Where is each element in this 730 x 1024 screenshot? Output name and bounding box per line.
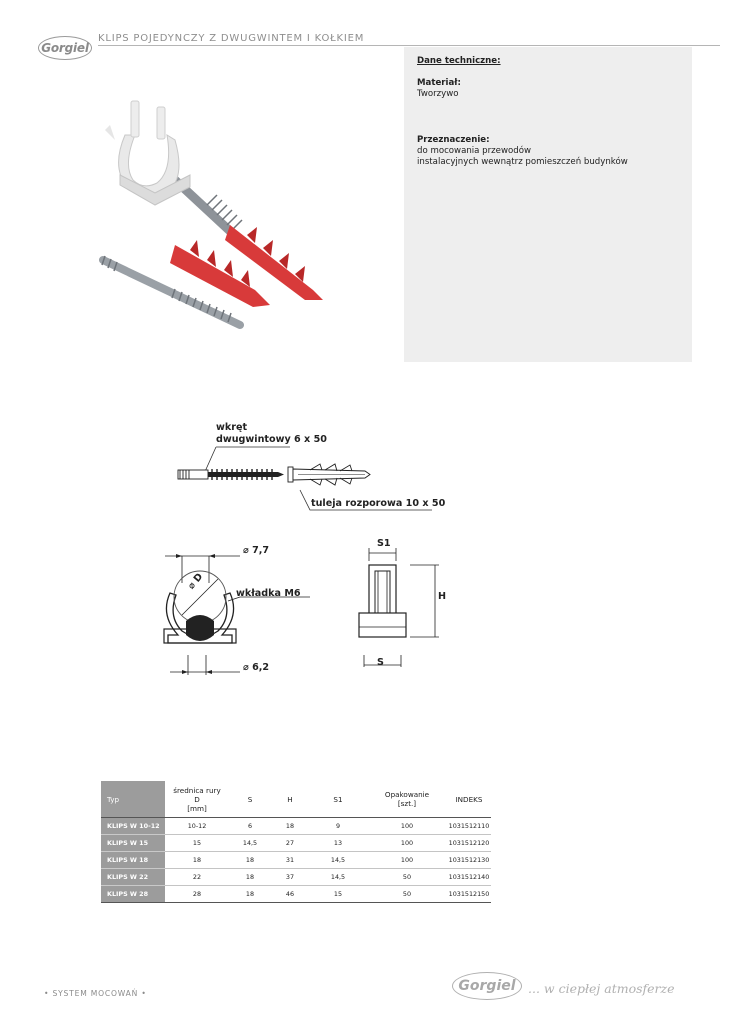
header-index: INDEKS bbox=[447, 781, 491, 818]
cell-typ: KLIPS W 28 bbox=[101, 886, 165, 903]
cell-pack: 100 bbox=[367, 818, 447, 835]
table-row bbox=[101, 818, 491, 835]
clip-side-drawing bbox=[355, 543, 445, 668]
header-typ: Typ bbox=[101, 781, 165, 818]
header-diameter-line3: [mm] bbox=[187, 803, 207, 813]
cell-d: 22 bbox=[165, 869, 229, 886]
cell-index: 1031512130 bbox=[447, 852, 491, 869]
cell-s: 18 bbox=[229, 869, 271, 886]
cell-index: 1031512150 bbox=[447, 886, 491, 903]
footer-section-label: • SYSTEM MOCOWAŃ • bbox=[44, 989, 147, 998]
cell-typ: KLIPS W 18 bbox=[101, 852, 165, 869]
footer-slogan: ... w ciepłej atmosferze bbox=[528, 981, 675, 996]
dim-bottom-label: ⌀ 6,2 bbox=[243, 662, 270, 673]
cell-h: 31 bbox=[271, 852, 309, 869]
cell-index: 1031512110 bbox=[447, 818, 491, 835]
table-row bbox=[101, 869, 491, 886]
header-pack-line1: Opakowanie bbox=[384, 790, 430, 799]
footer-logo: Gorgiel bbox=[452, 972, 522, 1000]
cell-index: 1031512120 bbox=[447, 835, 491, 852]
cell-typ: KLIPS W 22 bbox=[101, 869, 165, 886]
sleeve-drawing bbox=[288, 464, 370, 485]
cell-d: 28 bbox=[165, 886, 229, 903]
side-s-label: S bbox=[377, 657, 384, 668]
cell-s1: 15 bbox=[309, 886, 367, 903]
table-header-row bbox=[101, 781, 491, 818]
cell-s1: 14,5 bbox=[309, 869, 367, 886]
cell-typ: KLIPS W 15 bbox=[101, 835, 165, 852]
clip-body bbox=[105, 101, 190, 205]
cell-typ: KLIPS W 10-12 bbox=[101, 818, 165, 835]
header-pack bbox=[367, 781, 447, 818]
header-s1: S1 bbox=[309, 781, 367, 818]
cell-d: 18 bbox=[165, 852, 229, 869]
material-label: Materiał: bbox=[417, 78, 461, 88]
cell-h: 46 bbox=[271, 886, 309, 903]
header-logo: Gorgiel bbox=[38, 36, 92, 60]
clip-front-drawing bbox=[160, 545, 320, 680]
cell-h: 18 bbox=[271, 818, 309, 835]
page-title: KLIPS POJEDYNCZY Z DWUGWINTEM I KOŁKIEM bbox=[98, 33, 365, 44]
cell-s: 14,5 bbox=[229, 835, 271, 852]
side-s1-label: S1 bbox=[377, 538, 391, 549]
purpose-label: Przeznaczenie: bbox=[417, 135, 490, 145]
dim-top-label: ⌀ 7,7 bbox=[243, 545, 270, 556]
cell-s1: 9 bbox=[309, 818, 367, 835]
purpose-line-2: instalacyjnych wewnątrz pomieszczeń budynków bbox=[417, 157, 628, 167]
table-row bbox=[101, 852, 491, 869]
cell-pack: 100 bbox=[367, 835, 447, 852]
cell-d: 15 bbox=[165, 835, 229, 852]
table-row bbox=[101, 886, 491, 903]
cell-d: 10-12 bbox=[165, 818, 229, 835]
dim-d-label: ⌀ D bbox=[185, 571, 206, 592]
specs-title: Dane techniczne: bbox=[417, 56, 501, 66]
product-photo bbox=[95, 95, 335, 330]
loose-screw bbox=[102, 256, 240, 325]
product-table bbox=[101, 781, 491, 903]
screw-sleeve-drawing bbox=[170, 440, 440, 515]
side-h-label: H bbox=[438, 591, 447, 602]
header-pack-line2: [szt.] bbox=[397, 799, 417, 808]
purpose-line-1: do mocowania przewodów bbox=[417, 146, 531, 156]
header-diameter bbox=[165, 781, 229, 818]
screw-label-line1: wkręt bbox=[216, 422, 248, 433]
table-row bbox=[101, 835, 491, 852]
cell-s1: 14,5 bbox=[309, 852, 367, 869]
header-h: H bbox=[271, 781, 309, 818]
header-diameter-line2: D bbox=[194, 794, 200, 804]
cell-h: 27 bbox=[271, 835, 309, 852]
sleeve-label: tuleja rozporowa 10 x 50 bbox=[311, 498, 446, 509]
cell-s: 18 bbox=[229, 886, 271, 903]
cell-pack: 100 bbox=[367, 852, 447, 869]
cell-pack: 50 bbox=[367, 869, 447, 886]
material-value: Tworzywo bbox=[417, 89, 459, 99]
cell-s: 18 bbox=[229, 852, 271, 869]
header-divider bbox=[98, 45, 720, 46]
screw-label-line2: dwugwintowy 6 x 50 bbox=[216, 434, 327, 445]
cell-s1: 13 bbox=[309, 835, 367, 852]
cell-pack: 50 bbox=[367, 886, 447, 903]
cell-index: 1031512140 bbox=[447, 869, 491, 886]
header-diameter-line1: średnica rury bbox=[173, 785, 221, 795]
insert-m6 bbox=[186, 615, 214, 641]
screw-head-thread bbox=[178, 470, 208, 479]
cell-h: 37 bbox=[271, 869, 309, 886]
cell-s: 6 bbox=[229, 818, 271, 835]
header-s: S bbox=[229, 781, 271, 818]
insert-label: wkładka M6 bbox=[236, 588, 301, 599]
technical-specs-panel bbox=[404, 47, 692, 362]
